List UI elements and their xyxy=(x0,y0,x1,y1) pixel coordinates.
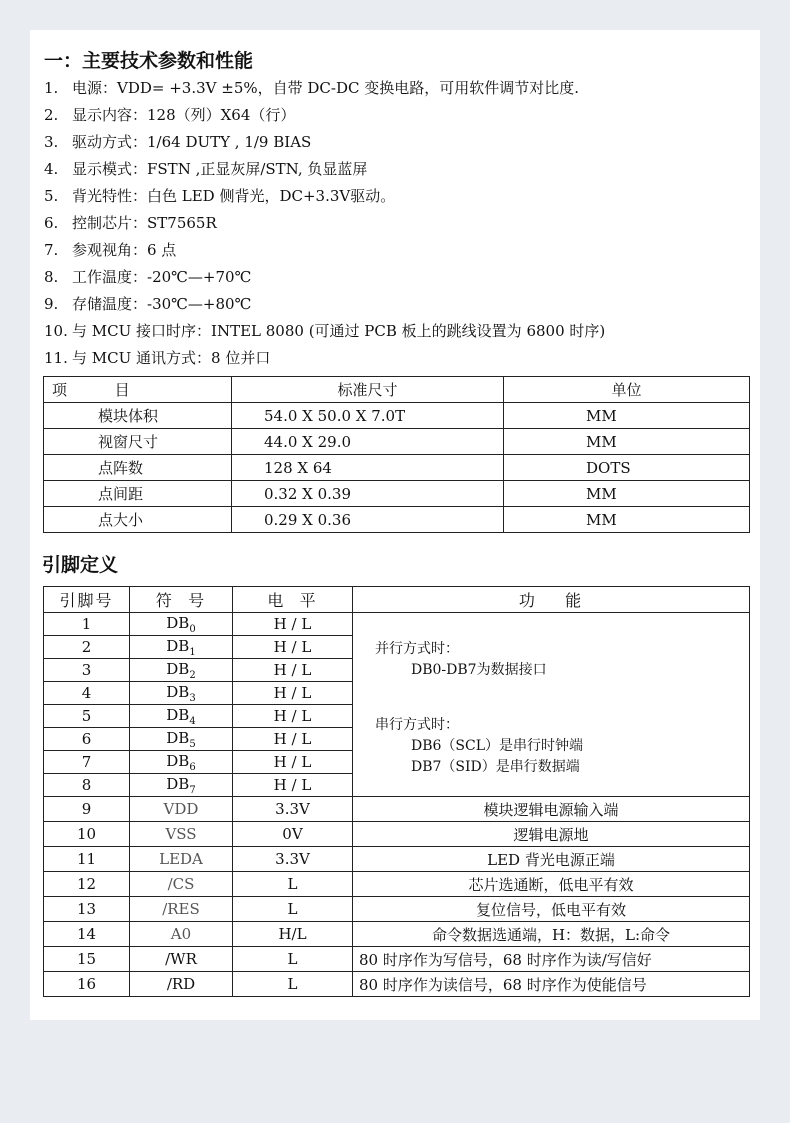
spec-number: 7. xyxy=(44,241,59,259)
pin-level: L xyxy=(233,947,353,972)
spec-item xyxy=(44,294,251,314)
pin-symbol xyxy=(130,636,233,659)
pin-level: H / L xyxy=(233,705,353,728)
spec-text: 电源：VDD= +3.3V ±5%，自带 DC-DC 变换电路，可用软件调节对比度. xyxy=(72,79,579,97)
pin-number: 10 xyxy=(44,822,130,847)
spec-text: 显示模式：FSTN ,正显灰屏/STN, 负显蓝屏 xyxy=(72,160,368,178)
dimension-row xyxy=(44,481,750,507)
datasheet-page xyxy=(30,30,760,1020)
spec-item xyxy=(44,105,295,125)
dimension-item: 点大小 xyxy=(44,507,232,533)
pin-symbol: /RD xyxy=(130,972,233,997)
pin-symbol-base: DB xyxy=(166,705,190,724)
pin-row xyxy=(44,797,750,822)
spec-text: 与 MCU 通讯方式：8 位并口 xyxy=(72,349,271,367)
spec-text: 驱动方式：1/64 DUTY , 1/9 BIAS xyxy=(72,133,312,151)
pin-table xyxy=(43,586,750,997)
dimension-table xyxy=(43,376,750,533)
pin-symbol-base: DB xyxy=(166,659,190,678)
serial-db7-desc: DB7（SID）是串行数据端 xyxy=(411,759,580,775)
dimension-unit: MM xyxy=(504,429,750,455)
pin-symbol-base: DB xyxy=(166,682,190,701)
dimension-row xyxy=(44,429,750,455)
pin-symbol xyxy=(130,705,233,728)
dimension-unit: MM xyxy=(504,507,750,533)
spec-text: 工作温度：-20℃—+70℃ xyxy=(72,268,252,286)
pin-function: 命令数据选通端，H：数据，L:命令 xyxy=(353,922,750,947)
spec-number: 11. xyxy=(44,349,68,367)
spec-number: 8. xyxy=(44,268,59,286)
pin-number: 13 xyxy=(44,897,130,922)
dimension-item: 点间距 xyxy=(44,481,232,507)
pin-symbol-base: DB xyxy=(166,774,190,793)
pin-row xyxy=(44,872,750,897)
spec-text: 参观视角：6 点 xyxy=(72,241,177,259)
spec-number: 6. xyxy=(44,214,59,232)
parallel-mode-title: 并行方式时： xyxy=(375,641,459,657)
spec-item xyxy=(44,240,176,260)
pin-level: H / L xyxy=(233,728,353,751)
pin-function: 模块逻辑电源输入端 xyxy=(353,797,750,822)
header-size: 标准尺寸 xyxy=(232,377,504,403)
pin-number: 4 xyxy=(44,682,130,705)
spec-item xyxy=(44,213,217,233)
dimension-item: 模块体积 xyxy=(44,403,232,429)
dimension-size: 0.32 X 0.39 xyxy=(232,481,504,507)
pin-level: 3.3V xyxy=(233,847,353,872)
spec-item xyxy=(44,267,251,287)
spec-number: 4. xyxy=(44,160,59,178)
spec-item xyxy=(44,78,579,98)
pin-number: 11 xyxy=(44,847,130,872)
pin-row xyxy=(44,947,750,972)
pin-level: 0V xyxy=(233,822,353,847)
dimension-size: 44.0 X 29.0 xyxy=(232,429,504,455)
header-function: 功 能 xyxy=(353,587,750,613)
dimension-unit: MM xyxy=(504,481,750,507)
spacer xyxy=(375,681,749,715)
pin-symbol-base: DB xyxy=(166,613,190,632)
spec-item xyxy=(44,186,395,206)
spec-number: 3. xyxy=(44,133,59,151)
pin-symbol xyxy=(130,774,233,797)
pin-function: 芯片选通断，低电平有效 xyxy=(353,872,750,897)
pin-number: 5 xyxy=(44,705,130,728)
pin-symbol: VDD xyxy=(130,797,233,822)
pin-level: L xyxy=(233,897,353,922)
pin-symbol-subscript: 1 xyxy=(189,646,196,658)
pin-row xyxy=(44,972,750,997)
dimension-table-header xyxy=(44,377,750,403)
pin-level: H / L xyxy=(233,659,353,682)
pin-symbol: /CS xyxy=(130,872,233,897)
header-unit: 单位 xyxy=(504,377,750,403)
spec-item xyxy=(44,348,270,368)
pin-number: 16 xyxy=(44,972,130,997)
data-bus-function xyxy=(353,613,750,797)
pin-number: 6 xyxy=(44,728,130,751)
pin-symbol-subscript: 3 xyxy=(189,692,196,704)
pin-symbol xyxy=(130,751,233,774)
spec-item xyxy=(44,132,311,152)
pin-number: 3 xyxy=(44,659,130,682)
pin-symbol: /WR xyxy=(130,947,233,972)
pin-symbol-subscript: 0 xyxy=(189,623,196,635)
pin-level: H / L xyxy=(233,613,353,636)
pin-row xyxy=(44,822,750,847)
pin-symbol: LEDA xyxy=(130,847,233,872)
pin-function: 逻辑电源地 xyxy=(353,822,750,847)
pin-function: 80 时序作为读信号，68 时序作为使能信号 xyxy=(353,972,750,997)
pin-number: 8 xyxy=(44,774,130,797)
pin-function: 80 时序作为写信号，68 时序作为读/写信好 xyxy=(353,947,750,972)
dimension-item: 点阵数 xyxy=(44,455,232,481)
pin-symbol-subscript: 4 xyxy=(189,715,196,727)
spec-text: 存储温度：-30℃—+80℃ xyxy=(72,295,252,313)
dimension-size: 128 X 64 xyxy=(232,455,504,481)
pin-symbol: /RES xyxy=(130,897,233,922)
pin-number: 9 xyxy=(44,797,130,822)
pin-symbol-base: DB xyxy=(166,728,190,747)
pin-symbol-base: DB xyxy=(166,751,190,770)
pin-symbol-subscript: 5 xyxy=(189,738,196,750)
pin-symbol xyxy=(130,659,233,682)
pin-level: 3.3V xyxy=(233,797,353,822)
pin-level: H / L xyxy=(233,774,353,797)
dimension-unit: MM xyxy=(504,403,750,429)
section-title-specs: 一：主要技术参数和性能 xyxy=(44,50,254,72)
pin-symbol: A0 xyxy=(130,922,233,947)
pin-symbol xyxy=(130,613,233,636)
pin-symbol-subscript: 2 xyxy=(189,669,196,681)
pin-number: 1 xyxy=(44,613,130,636)
pin-row xyxy=(44,613,750,636)
dimension-item: 视窗尺寸 xyxy=(44,429,232,455)
pin-symbol xyxy=(130,728,233,751)
spec-number: 10. xyxy=(44,322,68,340)
header-symbol: 符 号 xyxy=(130,587,233,613)
spec-text: 与 MCU 接口时序：INTEL 8080 (可通过 PCB 板上的跳线设置为 6800 时序) xyxy=(72,322,606,340)
serial-db6-desc: DB6（SCL）是串行时钟端 xyxy=(411,738,584,754)
section-title-pins: 引脚定义 xyxy=(42,554,119,576)
pin-number: 14 xyxy=(44,922,130,947)
dimension-size: 54.0 X 50.0 X 7.0T xyxy=(232,403,504,429)
spec-number: 5. xyxy=(44,187,59,205)
pin-number: 12 xyxy=(44,872,130,897)
pin-level: H / L xyxy=(233,682,353,705)
pin-row xyxy=(44,897,750,922)
spec-number: 1. xyxy=(44,79,59,97)
header-pin: 引脚号 xyxy=(44,587,130,613)
dimension-unit: DOTS xyxy=(504,455,750,481)
spec-number: 2. xyxy=(44,106,59,124)
serial-mode-title: 串行方式时： xyxy=(375,717,459,733)
pin-function: 复位信号，低电平有效 xyxy=(353,897,750,922)
dimension-row xyxy=(44,507,750,533)
parallel-mode-desc: DB0-DB7为数据接口 xyxy=(411,662,547,678)
pin-symbol-subscript: 7 xyxy=(189,784,196,796)
spec-text: 显示内容：128（列）X64（行） xyxy=(72,106,296,124)
spec-text: 控制芯片：ST7565R xyxy=(72,214,217,232)
pin-symbol: VSS xyxy=(130,822,233,847)
pin-table-header xyxy=(44,587,750,613)
spec-text: 背光特性：白色 LED 侧背光，DC+3.3V驱动。 xyxy=(72,187,396,205)
dimension-size: 0.29 X 0.36 xyxy=(232,507,504,533)
header-level: 电 平 xyxy=(233,587,353,613)
dimension-row xyxy=(44,455,750,481)
pin-number: 15 xyxy=(44,947,130,972)
pin-symbol xyxy=(130,682,233,705)
pin-level: H/L xyxy=(233,922,353,947)
spec-item xyxy=(44,321,605,341)
pin-function: LED 背光电源正端 xyxy=(353,847,750,872)
pin-symbol-base: DB xyxy=(166,636,190,655)
pin-symbol-subscript: 6 xyxy=(189,761,196,773)
pin-level: L xyxy=(233,872,353,897)
spec-item xyxy=(44,159,367,179)
spec-number: 9. xyxy=(44,295,59,313)
pin-level: H / L xyxy=(233,751,353,774)
header-item: 项 目 xyxy=(44,377,232,403)
pin-number: 7 xyxy=(44,751,130,774)
pin-row xyxy=(44,847,750,872)
dimension-row xyxy=(44,403,750,429)
pin-level: L xyxy=(233,972,353,997)
pin-number: 2 xyxy=(44,636,130,659)
pin-level: H / L xyxy=(233,636,353,659)
pin-row xyxy=(44,922,750,947)
